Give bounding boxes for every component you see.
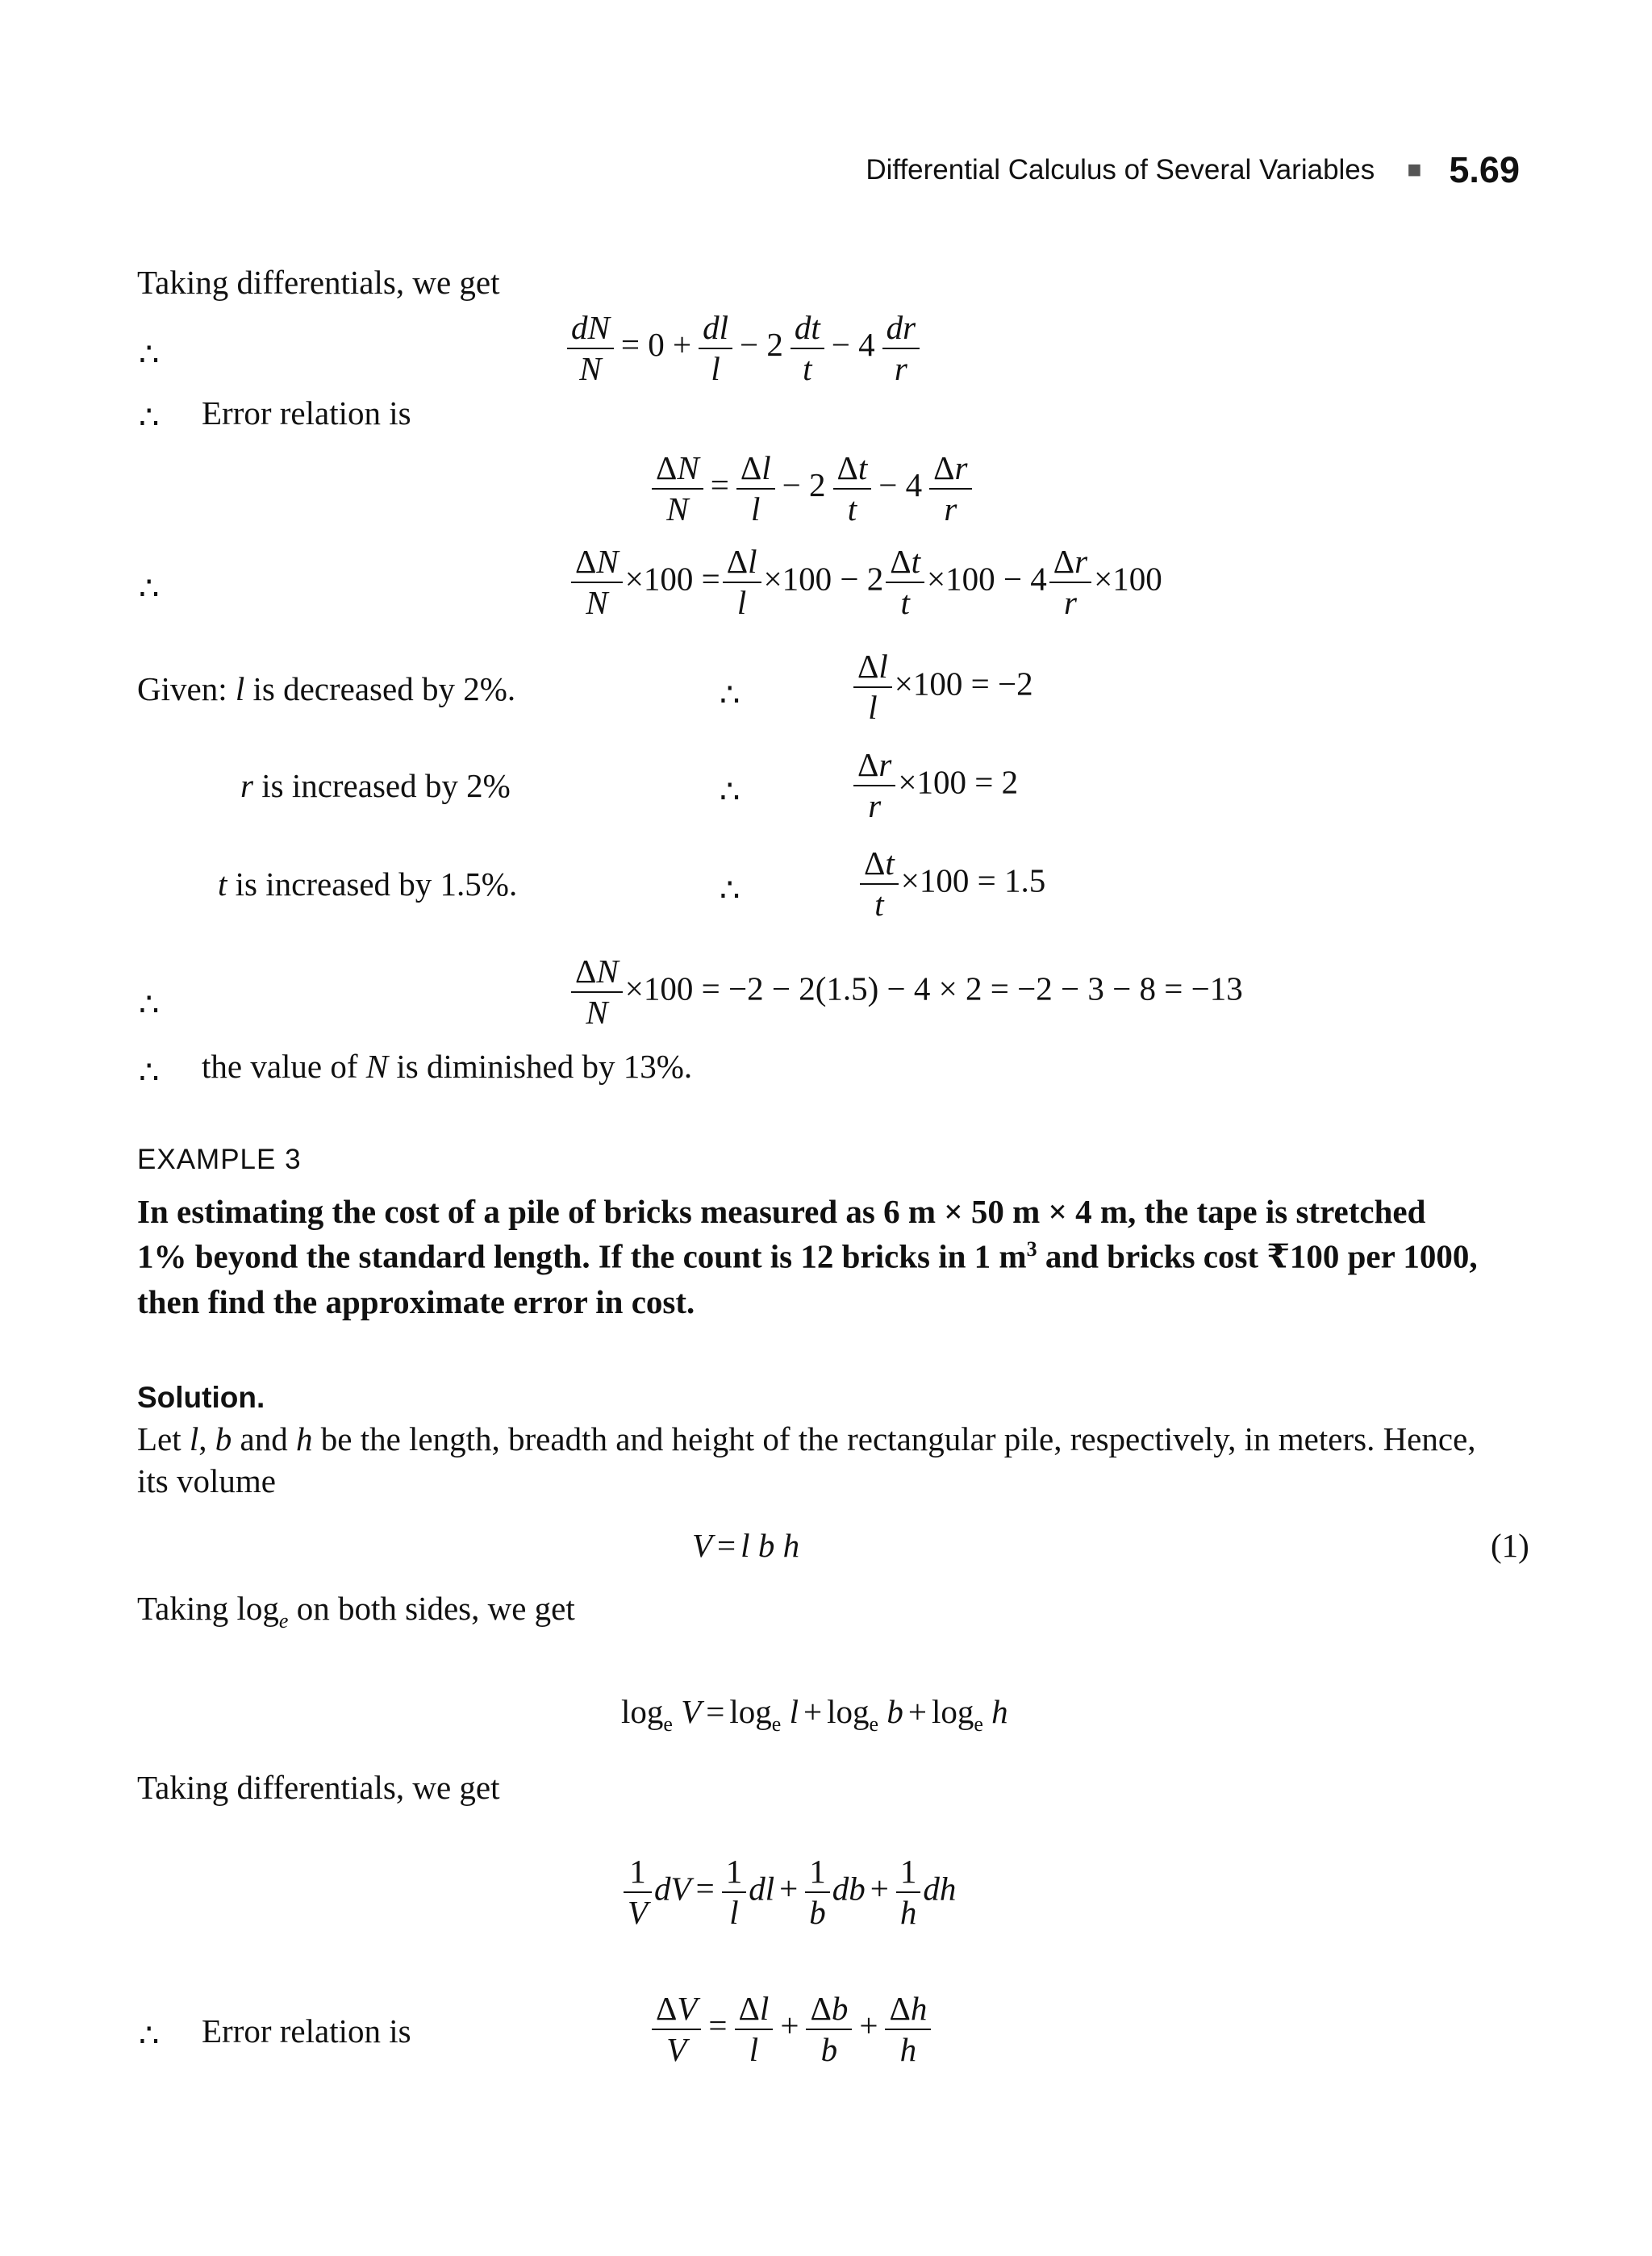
equation-log: $\log_e V = \log_e l + \log_e b + \log_e h$ <box>621 1693 1008 1736</box>
text-given-t: t is increased by 1.5%. <box>218 865 518 903</box>
therefore-symbol: ∴ <box>720 872 740 908</box>
solution-line-2: its volume <box>137 1462 276 1499</box>
text-taking-differentials-1: Taking differentials, we get <box>137 264 500 301</box>
equation-given-r: $\frac{\Delta r}{r}$ ×100 = 2 <box>851 749 1018 823</box>
problem-line-2: 1% beyond the standard length. If the count is 12 bricks in 1 $m^3$ and bricks cost ₹100 per 1000, <box>137 1237 1478 1275</box>
equation-volume: V = l b h <box>692 1527 800 1564</box>
therefore-symbol: ∴ <box>139 570 160 607</box>
text-error-relation-2: Error relation is <box>202 2012 411 2050</box>
equation-number-1: (1) <box>1491 1527 1529 1564</box>
therefore-symbol: ∴ <box>139 399 160 436</box>
therefore-symbol: ∴ <box>139 336 160 373</box>
text-given-l: Given: l is decreased by 2%. <box>137 670 516 707</box>
problem-line-1: In estimating the cost of a pile of bricks measured as 6 m × 50 m × 4 m, the tape is stretched <box>137 1193 1426 1230</box>
therefore-symbol: ∴ <box>720 677 740 713</box>
text-conclusion: the value of N is diminished by 13%. <box>202 1048 693 1085</box>
equation-differentials-V: $\frac{1}{V}$ dV = $\frac{1}{l}$ dl + $\frac{1}{b}$ db + $\frac{1}{h}$ dh <box>621 1855 956 1929</box>
solution-line-1: Let l, b and h be the length, breadth and height of the rectangular pile, respectively, in meters. Hence, <box>137 1420 1476 1457</box>
therefore-symbol: ∴ <box>139 986 160 1023</box>
text-error-relation-1: Error relation is <box>202 394 411 432</box>
text-taking-differentials-2: Taking differentials, we get <box>137 1769 500 1806</box>
equation-percentage-error-N: $\frac{\Delta N}{N}$ ×100 = $\frac{\Delta l}{l}$ ×100 − 2 $\frac{\Delta t}{t}$ ×100 − 4 $\frac{\Delta r}{r}$ ×100 <box>569 545 1162 619</box>
chapter-title: Differential Calculus of Several Variables <box>866 154 1375 186</box>
solution-label: Solution. <box>137 1381 265 1414</box>
therefore-symbol: ∴ <box>139 2017 160 2054</box>
equation-given-l: $\frac{\Delta l}{l}$ ×100 = −2 <box>851 650 1033 724</box>
equation-given-t: $\frac{\Delta t}{t}$ ×100 = 1.5 <box>857 847 1045 921</box>
running-header <box>866 150 1520 190</box>
problem-line-3: then find the approximate error in cost. <box>137 1283 695 1320</box>
text-given-r: r is increased by 2% <box>240 767 511 804</box>
page-number: 5.69 <box>1449 149 1520 190</box>
equation-result-N: $\frac{\Delta N}{N}$ ×100 = −2 − 2(1.5) − 4 × 2 = −2 − 3 − 8 = −13 <box>569 955 1243 1029</box>
equation-error-relation-V: $\frac{\Delta V}{V}$ = $\frac{\Delta l}{l}$ + $\frac{\Delta b}{b}$ + $\frac{\Delta h}{h}$ <box>649 1992 933 2066</box>
therefore-symbol: ∴ <box>720 774 740 810</box>
therefore-symbol: ∴ <box>139 1054 160 1090</box>
example-label: EXAMPLE 3 <box>137 1144 302 1175</box>
equation-differentials-N: $\frac{dN}{N}$ = 0 + $\frac{dl}{l}$ − 2 $\frac{dt}{t}$ − 4 $\frac{dr}{r}$ <box>565 311 922 386</box>
equation-error-relation-N: $\frac{\Delta N}{N}$ = $\frac{\Delta l}{l}$ − 2 $\frac{\Delta t}{t}$ − 4 $\frac{\Delta r}{r}$ <box>649 452 974 526</box>
text-taking-log: Taking $\log_e$ on both sides, we get <box>137 1590 575 1633</box>
separator-square-icon: ■ <box>1407 156 1422 183</box>
